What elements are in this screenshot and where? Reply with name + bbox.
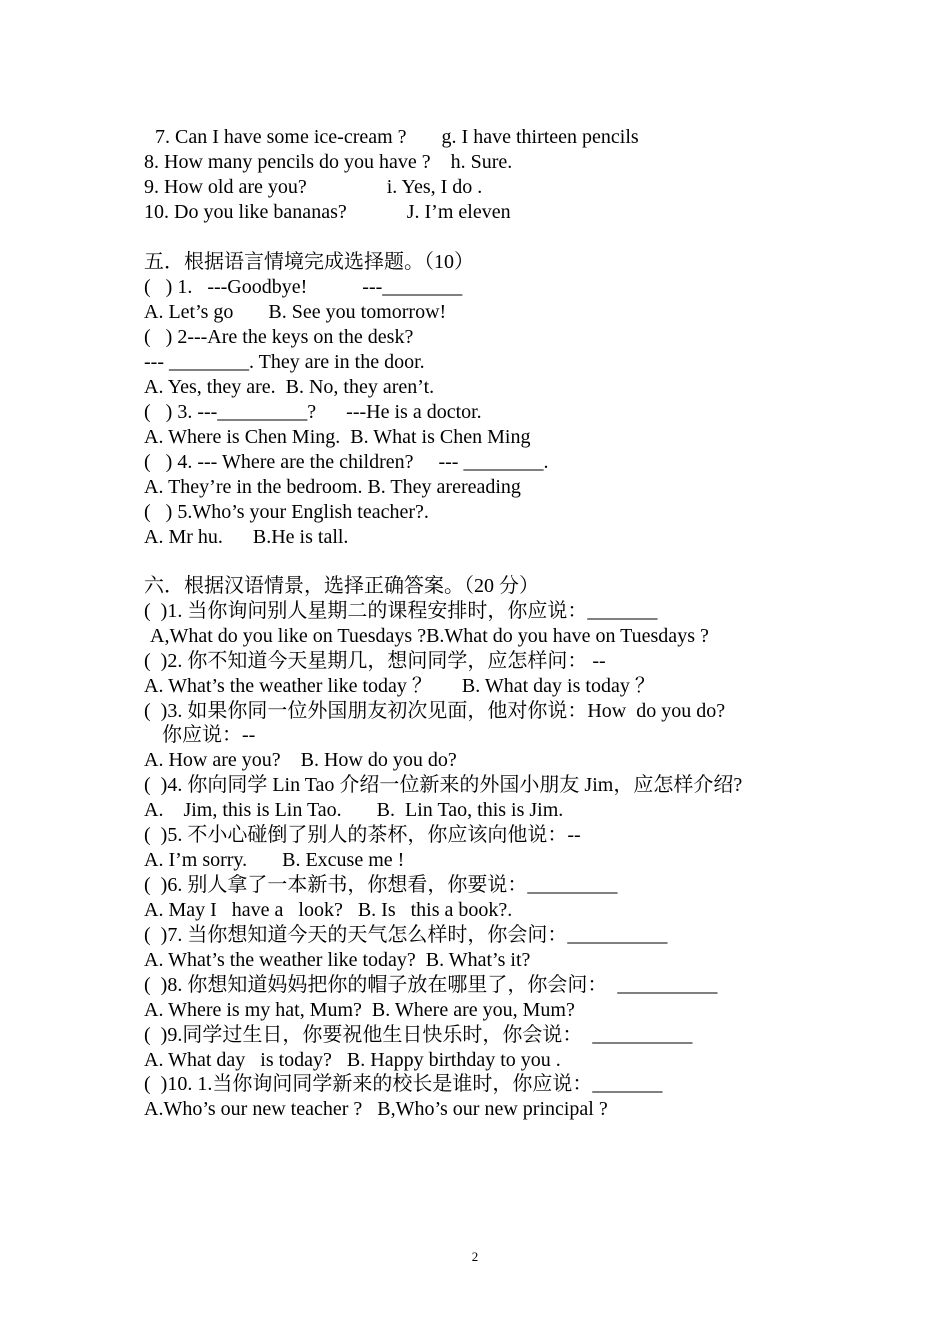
matching-line: 7. Can I have some ice-cream ? g. I have thirteen pencils — [155, 126, 639, 148]
matching-line: 10. Do you like bananas? J. I’m eleven — [144, 201, 511, 223]
question-line: ( )6. 别人拿了一本新书，你想看，你要说：_________ — [144, 874, 618, 896]
question-line: 你应说：-- — [162, 724, 256, 746]
option-line: A. Let’s go B. See you tomorrow! — [144, 301, 447, 323]
option-line: A. Jim, this is Lin Tao. B. Lin Tao, this is Jim. — [144, 799, 564, 821]
option-line: A. May I have a look? B. Is this a book?. — [144, 899, 513, 921]
question-line: ( )5. 不小心碰倒了别人的茶杯，你应该向他说：-- — [144, 824, 581, 846]
option-line: A. How are you? B. How do you do? — [144, 749, 457, 771]
option-line: A. What day is today? B. Happy birthday to you . — [144, 1049, 561, 1071]
question-line: ( )10. 1.当你询问同学新来的校长是谁时，你应说：_______ — [144, 1073, 663, 1095]
matching-line: 9. How old are you? i. Yes, I do . — [144, 176, 483, 198]
question-line: ( ) 1. ---Goodbye! ---________ — [144, 276, 463, 298]
section-6-heading: 六．根据汉语情景，选择正确答案。（20 分） — [144, 575, 539, 597]
question-line: --- ________. They are in the door. — [144, 351, 425, 373]
option-line: A.Who’s our new teacher ? B,Who’s our new principal ? — [144, 1098, 608, 1120]
option-line: A. What’s the weather like today ？ B. What day is today ？ — [144, 675, 655, 697]
question-line: ( )8. 你想知道妈妈把你的帽子放在哪里了，你会问： __________ — [144, 974, 718, 996]
matching-line: 8. How many pencils do you have ? h. Sure. — [144, 151, 513, 173]
option-line: A. Mr hu. B.He is tall. — [144, 526, 349, 548]
question-line: ( ) 4. --- Where are the children? --- ________. — [144, 451, 549, 473]
section-5-heading: 五．根据语言情境完成选择题。（10） — [144, 251, 474, 273]
question-line: ( )1. 当你询问别人星期二的课程安排时，你应说：_______ — [144, 600, 658, 622]
question-line: ( ) 3. ---_________? ---He is a doctor. — [144, 401, 482, 423]
option-line: A. Where is my hat, Mum? B. Where are you, Mum? — [144, 999, 575, 1021]
question-line: ( )4. 你向同学 Lin Tao 介绍一位新来的外国小朋友 Jim，应怎样介绍? — [144, 774, 743, 796]
question-line: ( )9.同学过生日，你要祝他生日快乐时，你会说： __________ — [144, 1024, 693, 1046]
option-line: A. Yes, they are. B. No, they aren’t. — [144, 376, 435, 398]
question-line: ( ) 2---Are the keys on the desk? — [144, 326, 414, 348]
page-number: 2 — [471, 1249, 479, 1264]
option-line: A. What’s the weather like today? B. What’s it? — [144, 949, 531, 971]
question-line: ( )7. 当你想知道今天的天气怎么样时，你会问：__________ — [144, 924, 668, 946]
question-line: ( )2. 你不知道今天星期几，想问同学，应怎样问： -- — [144, 650, 606, 672]
question-line: ( )3. 如果你同一位外国朋友初次见面，他对你说：How do you do? — [144, 700, 726, 722]
option-line: A,What do you like on Tuesdays ?B.What do you have on Tuesdays ? — [150, 625, 709, 647]
option-line: A. Where is Chen Ming. B. What is Chen Ming — [144, 426, 531, 448]
question-line: ( ) 5.Who’s your English teacher?. — [144, 501, 429, 523]
option-line: A. I’m sorry. B. Excuse me ! — [144, 849, 405, 871]
option-line: A. They’re in the bedroom. B. They arereading — [144, 476, 521, 498]
